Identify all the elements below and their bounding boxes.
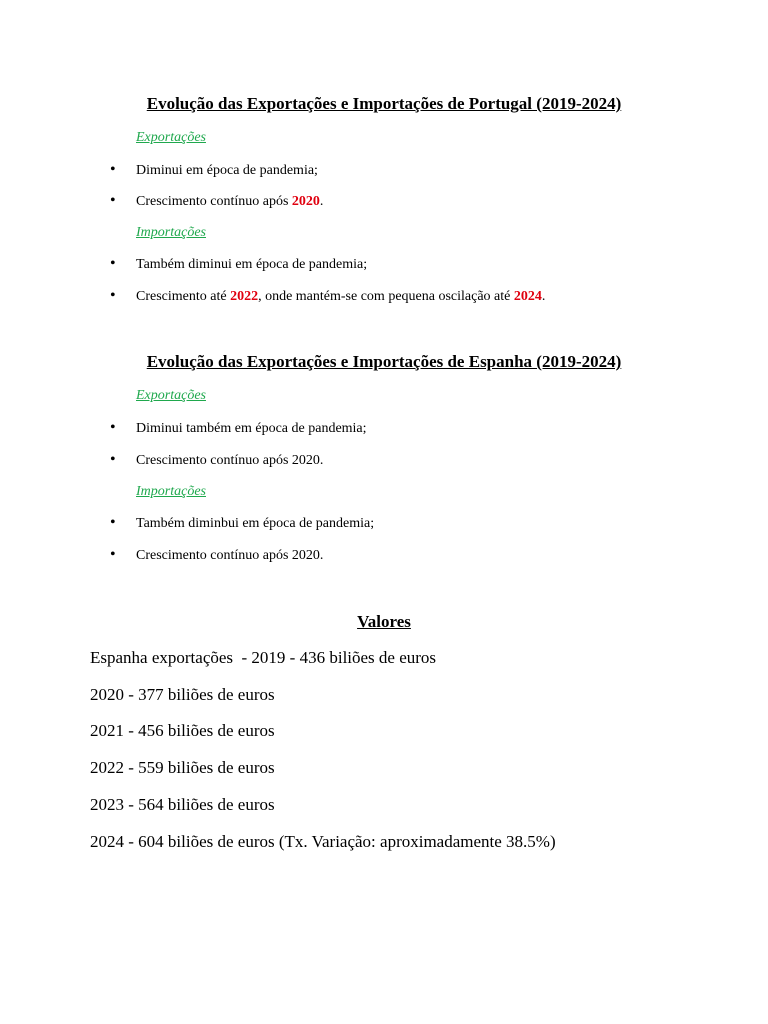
list-item-text: Também diminbui em época de pandemia; [136, 516, 375, 531]
list-item-text: Diminui também em época de pandemia; [136, 421, 367, 436]
valores-line-6: 2024 - 604 biliões de euros (Tx. Variação: aproximadamente 38.5%) [90, 832, 556, 851]
list-item-text: Crescimento até [136, 289, 231, 304]
list-item-text: Crescimento contínuo após [136, 194, 292, 209]
espanha-imports-label: Importações [136, 484, 206, 499]
list-item-text: Diminui em época de pandemia; [136, 163, 318, 178]
list-item-text: Crescimento contínuo após 2020. [136, 453, 324, 468]
portugal-imports-item-2 [110, 287, 545, 306]
list-item-text: Crescimento contínuo após 2020. [136, 548, 324, 563]
valores-line-3: 2021 - 456 biliões de euros [90, 721, 275, 740]
valores-line-1: Espanha exportações - 2019 - 436 biliões de euros [90, 648, 437, 667]
espanha-exports-item-1 [110, 419, 367, 438]
bullet-icon: • [110, 161, 116, 178]
valores-title: Valores [357, 612, 411, 631]
espanha-exports-item-2 [110, 451, 323, 470]
valores-line-4: 2022 - 559 biliões de euros [90, 758, 275, 777]
bullet-icon: • [110, 514, 116, 531]
highlight-year: 2022 [230, 289, 259, 304]
portugal-title: Evolução das Exportações e Importações de Portugal (2019-2024) [146, 94, 622, 113]
espanha-exports-label: Exportações [136, 388, 206, 403]
list-item-text-middle: , onde mantém-se com pequena oscilação até [258, 289, 514, 304]
portugal-imports-item-1 [110, 255, 367, 274]
espanha-title: Evolução das Exportações e Importações de Espanha (2019-2024) [146, 352, 622, 371]
espanha-imports-item-2 [110, 546, 323, 565]
bullet-icon: • [110, 192, 116, 209]
portugal-exports-item-2 [110, 192, 323, 211]
list-item-text-end: . [541, 289, 546, 304]
valores-line-5: 2023 - 564 biliões de euros [90, 795, 275, 814]
list-item-text: Também diminui em época de pandemia; [136, 257, 368, 272]
portugal-exports-item-1 [110, 161, 318, 180]
bullet-icon: • [110, 419, 116, 436]
valores-line-2: 2020 - 377 biliões de euros [90, 685, 275, 704]
espanha-imports-item-1 [110, 514, 374, 533]
highlight-year-2: 2024 [513, 289, 542, 304]
list-item-text-end: . [319, 194, 324, 209]
bullet-icon: • [110, 287, 116, 304]
portugal-exports-label: Exportações [136, 130, 206, 145]
portugal-imports-label: Importações [136, 225, 206, 240]
bullet-icon: • [110, 255, 116, 272]
bullet-icon: • [110, 451, 116, 468]
bullet-icon: • [110, 546, 116, 563]
highlight-year: 2020 [291, 194, 320, 209]
